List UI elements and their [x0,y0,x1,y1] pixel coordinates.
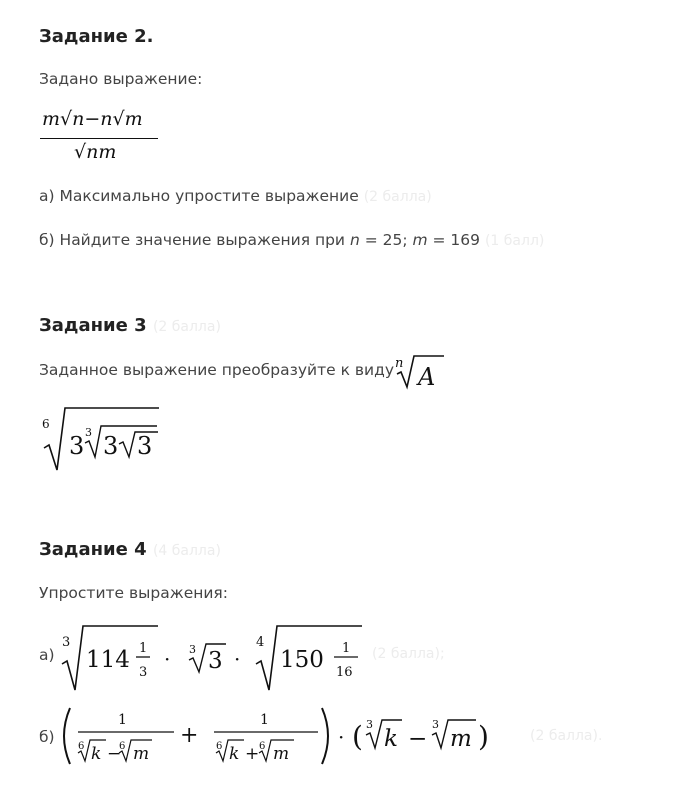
task4-a-expression [56,620,386,694]
task4-title: Задание 4 [39,539,147,560]
task2-expression-numerator: m√n−n√m [42,108,143,130]
a-rad-2: 3 [208,648,223,674]
a-dot-1: · [164,647,171,671]
a-index-3: 4 [256,635,265,650]
task3-heading [39,315,221,336]
b-idx-2b: 6 [259,741,266,752]
left-paren [64,708,70,764]
b-plus-inner: + [245,744,260,764]
task2-title: Задание 2. [39,26,154,47]
b-idx-2a: 6 [216,741,223,752]
b-num-2: 1 [260,712,269,728]
b-k-2: k [229,744,240,764]
task4-a-points: (2 балла); [372,646,445,662]
expr-coef-1: 3 [69,432,85,460]
task4-b-label: б) [39,728,55,746]
a-num-3: 1 [342,641,351,656]
expr-coef-2: 3 [103,432,119,460]
b-k-1: k [91,744,102,764]
task3-intro: Заданное выражение преобразуйте к виду [39,361,395,379]
m-value: = 169 [427,231,481,249]
task4-b-points: (2 балла). [530,728,603,744]
task2-part-a-text: а) Максимально упростите выражение [39,187,359,205]
b-num-1: 1 [118,712,127,728]
task4-intro: Упростите выражения: [39,584,228,602]
variable-m: m [412,231,428,249]
b-plus: + [180,723,199,748]
task2-part-b [39,231,544,249]
task3-title: Задание 3 [39,315,147,336]
outer-root-index: 6 [42,417,50,431]
task4-a-label: а) [39,646,55,664]
b-dot: · [338,725,345,749]
task3-expression [40,404,162,474]
task2-expression-denominator: √nm [74,141,117,163]
b-idx-3b: 3 [432,718,439,731]
task4-heading [39,539,221,560]
expr-coef-3: 3 [137,432,153,460]
target-index: n [395,356,404,371]
a-num-1: 1 [139,641,148,656]
b-idx-3a: 3 [366,718,373,731]
b-left-paren-2: ( [352,720,363,753]
task3-points: (2 балла) [152,319,221,335]
a-whole-3: 150 [280,647,324,673]
fraction-bar [40,138,158,139]
b-minus-3: − [408,726,428,752]
a-den-1: 3 [139,665,148,680]
right-paren [322,708,328,764]
a-index-2: 3 [189,643,196,656]
task2-part-b-points: (1 балл) [484,233,545,249]
b-k-3: k [384,726,398,752]
b-minus-1: − [107,744,122,764]
b-idx-1b: 6 [119,741,126,752]
b-m-1: m [133,744,150,764]
a-index-1: 3 [62,635,71,650]
task2-part-b-text: б) Найдите значение выражения при [39,231,350,249]
task2-expression [38,108,163,166]
b-m-3: m [450,726,472,752]
b-right-paren-2: ) [478,720,489,753]
a-den-3: 16 [336,665,353,680]
task2-part-a-points: (2 балла) [363,189,432,205]
inner-root-index: 3 [85,426,92,439]
b-idx-1a: 6 [78,741,85,752]
task2-part-a [39,187,432,205]
b-m-2: m [273,744,290,764]
task2-intro: Задано выражение: [39,70,203,88]
task3-target-radical [394,352,446,392]
task4-points: (4 балла) [152,543,221,559]
variable-n: n [349,231,360,249]
target-radicand: A [418,363,436,391]
n-value: = 25; [359,231,413,249]
a-dot-2: · [234,647,241,671]
task4-b-expression [56,702,526,772]
a-whole-1: 114 [86,647,130,673]
